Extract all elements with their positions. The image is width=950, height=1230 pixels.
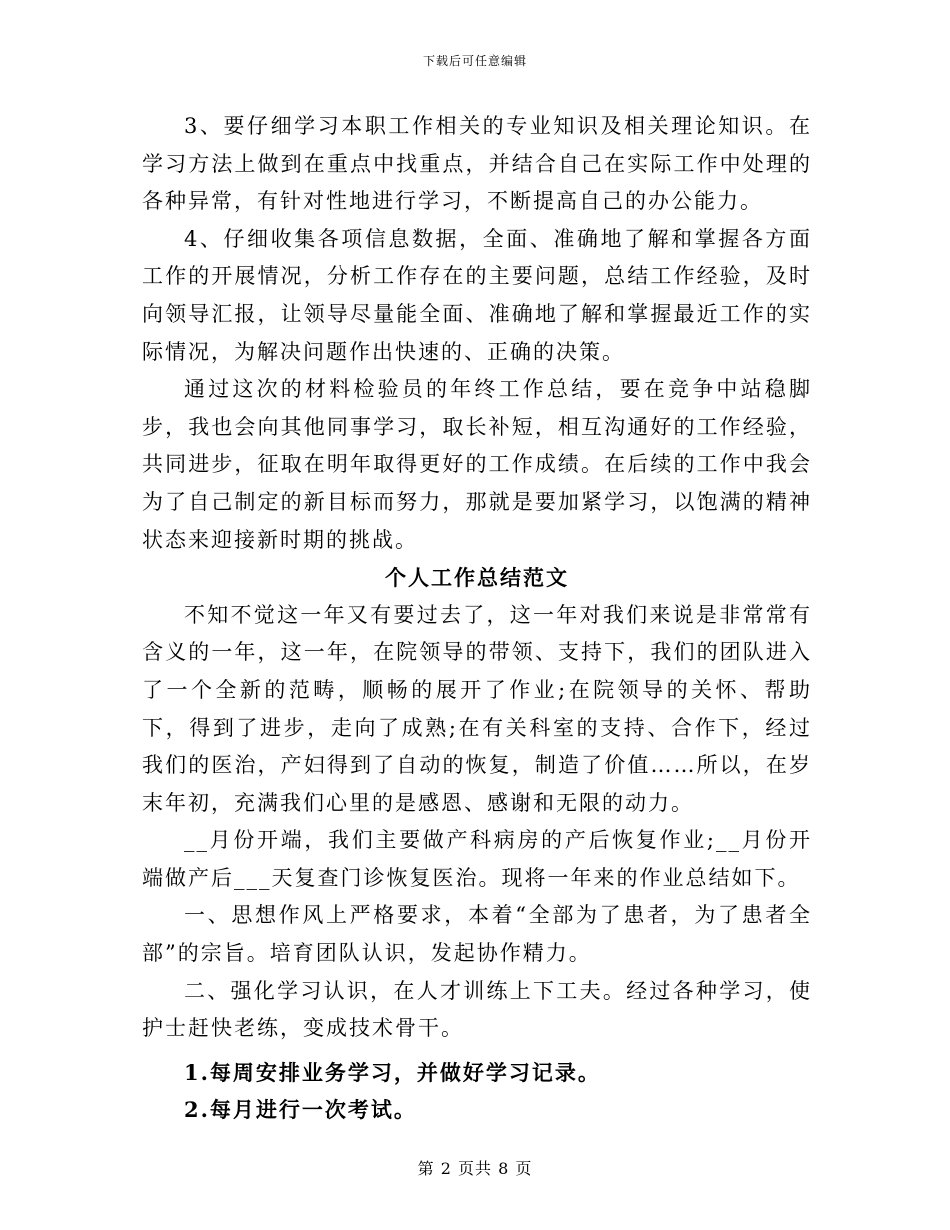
page-footer: 第 2 页共 8 页 bbox=[417, 1159, 533, 1178]
section-title: 个人工作总结范文 bbox=[385, 565, 569, 591]
paragraph: 一、思想作风上严格要求，本着“全部为了患者，为了患者全部”的宗旨。培育团队认识，发起协作精力。 bbox=[142, 903, 812, 966]
paragraph: 通过这次的材料检验员的年终工作总结，要在竞争中站稳脚步，我也会向其他同事学习，取长补短，相互沟通好的工作经验，共同进步，征取在明年取得更好的工作成绩。在后续的工作中我会为了自己制定的新目标而努力，那就是要加紧学习，以饱满的精神状态来迎接新时期的挑战。 bbox=[142, 377, 812, 552]
bold-list-item: 1.每周安排业务学习，并做好学习记录。 bbox=[184, 1059, 601, 1085]
paragraph: __月份开端，我们主要做产科病房的产后恢复作业;__月份开端做产后___天复查门诊恢复医治。现将一年来的作业总结如下。 bbox=[142, 828, 812, 890]
paragraph: 4、仔细收集各项信息数据，全面、准确地了解和掌握各方面工作的开展情况，分析工作存在的主要问题，总结工作经验，及时向领导汇报，让领导尽量能全面、准确地了解和掌握最近工作的实际情况，为解决问题作出快速的、正确的决策。 bbox=[142, 226, 812, 364]
document-body bbox=[142, 108, 812, 1129]
paragraph: 二、强化学习认识，在人才训练上下工夫。经过各种学习，使护士赶快老练，变成技术骨干。 bbox=[142, 978, 812, 1041]
page-header: 下载后可任意编辑 bbox=[422, 54, 527, 68]
paragraph: 不知不觉这一年又有要过去了，这一年对我们来说是非常常有含义的一年，这一年，在院领导的带领、支持下，我们的团队进入了一个全新的范畴，顺畅的展开了作业;在院领导的关怀、帮助下，得到了进步，走向了成熟;在有关科室的支持、合作下，经过我们的医治，产妇得到了自动的恢复，制造了价值……所以，在岁末年初，充满我们心里的是感恩、感谢和无限的动力。 bbox=[142, 602, 812, 815]
paragraph: 3、要仔细学习本职工作相关的专业知识及相关理论知识。在学习方法上做到在重点中找重点，并结合自己在实际工作中处理的各种异常，有针对性地进行学习，不断提高自己的办公能力。 bbox=[142, 114, 812, 214]
bold-list-item: 2.每月进行一次考试。 bbox=[184, 1097, 417, 1123]
